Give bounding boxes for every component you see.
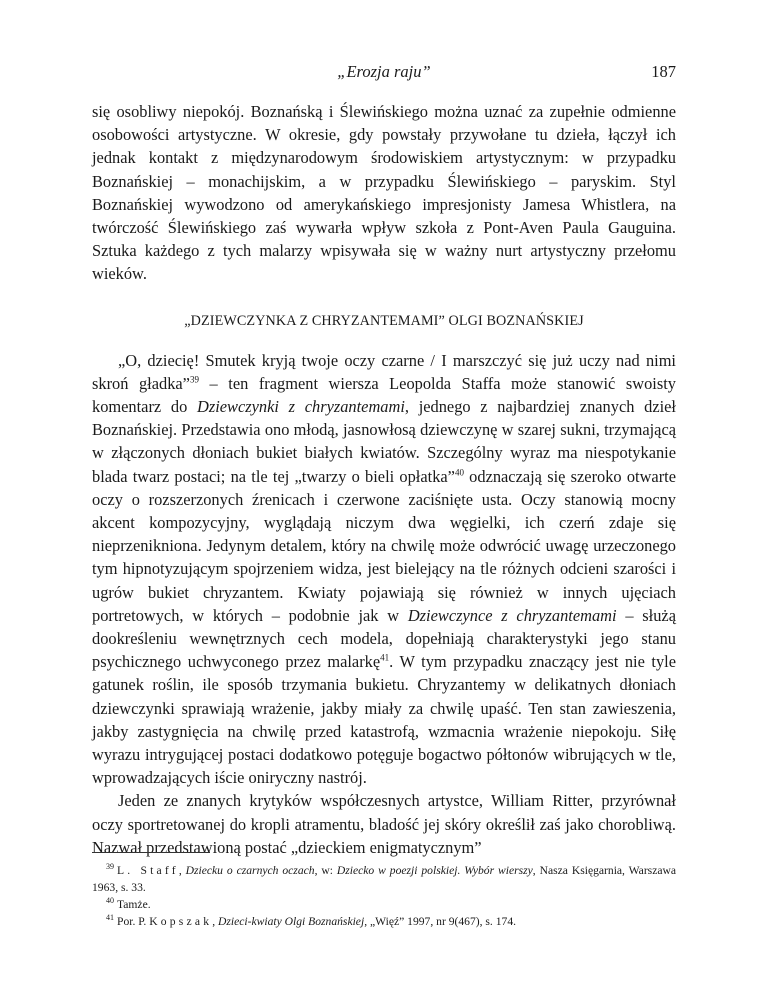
artwork-title: Dziewczynce z chryzantemami bbox=[407, 605, 617, 625]
footnote-author: L. Staff bbox=[117, 864, 179, 877]
running-title: „Erozja raju” bbox=[337, 62, 431, 81]
footnote-number: 40 bbox=[106, 896, 114, 906]
paragraph-1: się osobliwy niepokój. Boznańską i Ślewińskiego można uznać za zupełnie odmienne osobowości artystyczne. W okresie, gdy powstały przywołane tu dzieła, łączył ich jednak kontakt z międzynarodowym środowiskiem artystycznym: w przypadku Boznańskiej – monachijskim, a w przypadku Ślewińskiego – paryskim. Styl Boznańskiej wywodzono od amerykańskiego impresjonisty Jamesa Whistlera, na twórczość Ślewińskiego zaś wywarła wpływ szkoła z Pont-Aven Paula Gauguina. Sztuka każdego z tych malarzy wpisywała się w ważny nurt artystyczny przełomu wieków. bbox=[92, 102, 676, 284]
footnote-39 bbox=[92, 862, 676, 896]
paragraph-2 bbox=[92, 349, 676, 790]
footnote-title: Dziecku o czarnych oczach bbox=[185, 864, 315, 877]
footnote-ref-40: 40 bbox=[454, 467, 464, 478]
p2-text-d: odznaczają się szeroko otwarte oczy o rozszerzonych źrenicach i czerwone zaciśnięte usta. Oczy stanowią mocny akcent kompozycyjny, wyglądają niczym dwa węgielki, ich czerń zdaje się nieprzenikniona. Jedynym detalem, który na chwilę może odwrócić uwagę urzeczonego tym hipnotyzującym spojrzeniem widza, jest bielejący na tle różnych odcieni szarości i ugrów bukiet chryzantem. Kwiaty pojawiają się również w innych ujęciach portretowych, w których – podobnie jak w bbox=[92, 466, 676, 625]
footnote-text: Tamże. bbox=[117, 898, 151, 911]
p2-text-f: . W tym przypadku znaczący jest nie tyle gatunek roślin, ile sposób trzymania bukietu. Chryzantemy w delikatnych dłoniach dziewczynki sprawiają wrażenie, jakby miały za chwilę upaść. Ten stan zawieszenia, jakby zastygnięcia na chwilę przed katastrofą, wzmacnia wrażenie niepokoju. Siłę wyrazu intrygującej postaci dodatkowo potęguje bogactwo półtonów wibrujących w tle, wprowadzających iście oniryczny nastrój. bbox=[92, 652, 676, 788]
footnote-ref-41: 41 bbox=[380, 652, 390, 663]
footnote-title: Dzieci-kwiaty Olgi Boznańskiej bbox=[218, 915, 365, 928]
footnote-text: , bbox=[212, 915, 218, 928]
p2-text-a: „O, dziecię! Smutek kryją twoje oczy czarne / I marszczyć się już uczy nad nimi skroń gładka” bbox=[92, 350, 676, 393]
section-heading: „DZIEWCZYNKA Z CHRYZANTEMAMI” OLGI BOZNAŃSKIEJ bbox=[184, 312, 584, 329]
footnote-text: Por. P. bbox=[117, 915, 150, 928]
footnote-41 bbox=[92, 913, 676, 930]
footnote-ref-39: 39 bbox=[189, 374, 199, 385]
footnote-number: 41 bbox=[106, 913, 114, 923]
footnote-40 bbox=[92, 896, 676, 913]
footnote-number: 39 bbox=[106, 862, 114, 872]
footnote-divider bbox=[92, 852, 210, 853]
footnotes bbox=[92, 852, 676, 930]
paragraph-3: Jeden ze znanych krytyków współczesnych artystce, William Ritter, przyrównał oczy sportretowanej do kropli atramentu, bladość jej skóry określił zaś jako chorobliwą. Nazwał przedstawioną postać „dzieckiem enigmatycznym” bbox=[92, 791, 676, 857]
footnote-text: , „Więź” 1997, nr 9(467), s. 174. bbox=[364, 915, 517, 928]
footnote-text: , bbox=[178, 864, 186, 877]
p2-text-c: , jednego z najbardziej znanych dzieł Boznańskiej. Przedstawia ono młodą, jasnowłosą dziewczynę w szarej sukni, trzymającą w złączonych dłoniach bukiet białych kwiatów. Szczególny wyraz ma niespotykanie blada twarz postaci; na tle tej „twarzy o bieli opłatka” bbox=[92, 397, 676, 486]
page-number: 187 bbox=[651, 62, 676, 81]
p2-text-e: – służą dookreśleniu wewnętrznych cech modela, dopełniają charakterystyki jego stanu psychicznego uchwyconego przez malarkę bbox=[92, 605, 676, 672]
p2-text-b: – ten fragment wiersza Leopolda Staffa może stanowić swoisty komentarz do bbox=[92, 373, 676, 417]
footnote-text: , w: bbox=[314, 864, 337, 877]
artwork-title: Dziewczynki z chryzantemami bbox=[197, 397, 405, 417]
footnote-book-title: Dziecko w poezji polskiej. Wybór wierszy bbox=[336, 864, 533, 877]
footnote-author: Kopszak bbox=[149, 915, 213, 928]
main-text bbox=[92, 100, 676, 859]
footnote-text: , Nasza Księgarnia, Warszawa 1963, s. 33. bbox=[92, 864, 677, 894]
page-header bbox=[92, 62, 676, 88]
